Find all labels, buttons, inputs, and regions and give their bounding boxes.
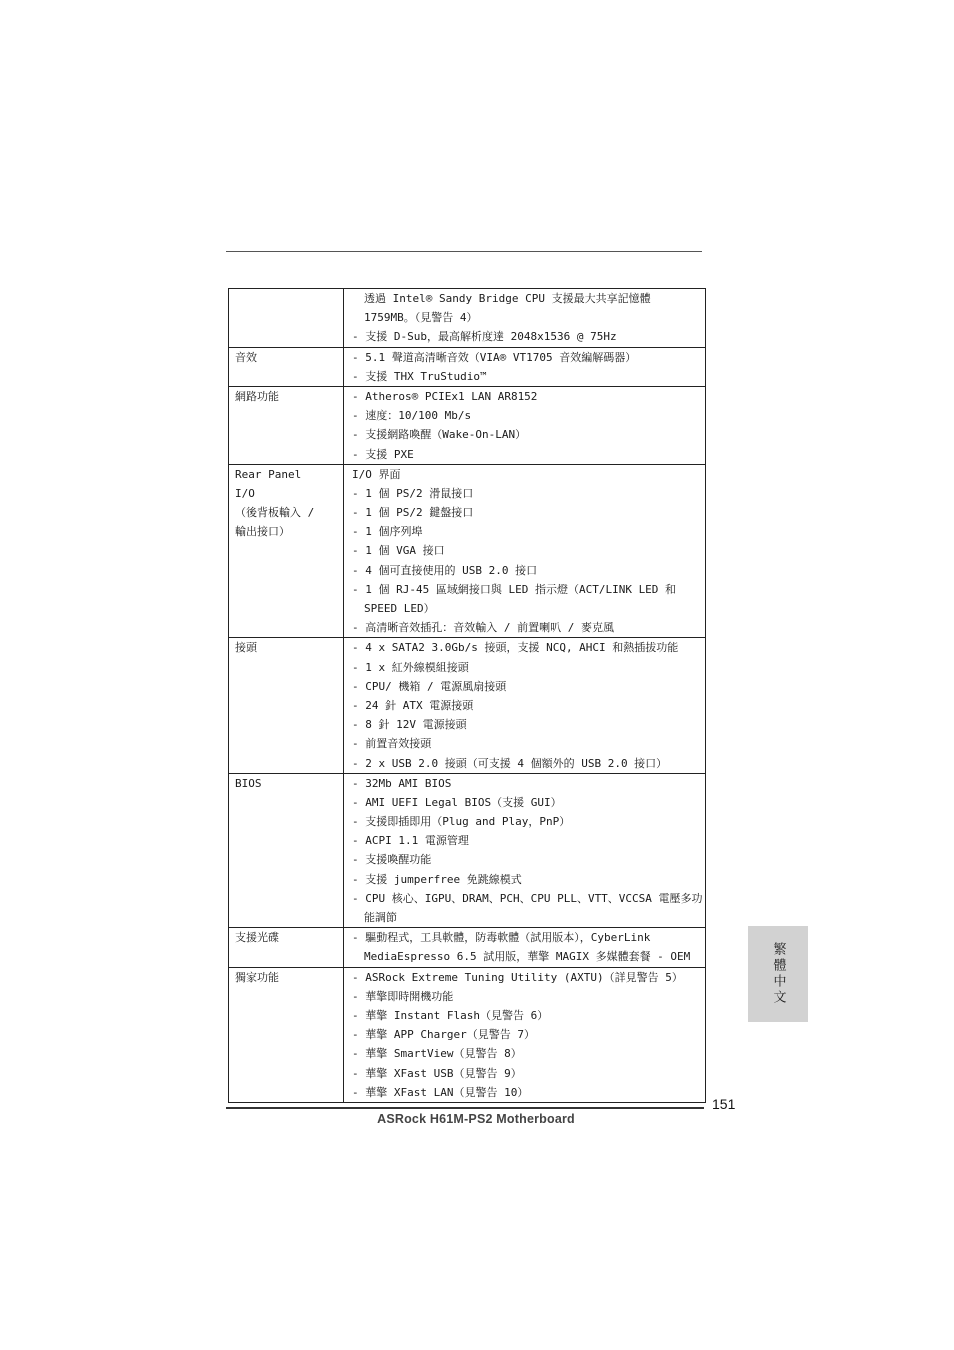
spec-label-cell (229, 464, 344, 638)
spec-line: - 速度：10/100 Mb/s (352, 409, 472, 423)
spec-label-cell (229, 967, 344, 1102)
spec-line: - 1 個 VGA 接口 (352, 544, 445, 558)
spec-line: - 驅動程式，工具軟體，防毒軟體（試用版本），CyberLink (352, 931, 651, 945)
header-rule (226, 251, 702, 252)
spec-content-cell (344, 638, 706, 773)
spec-line: - 前置音效接頭 (352, 737, 432, 751)
spec-line: - 1 x 紅外線模組接頭 (352, 660, 469, 674)
spec-row (229, 464, 706, 638)
spec-row (229, 773, 706, 928)
footer-rule (226, 1107, 704, 1109)
spec-line: I/O 界面 (352, 467, 401, 481)
spec-content-cell (344, 289, 706, 348)
spec-line: - ACPI 1.1 電源管理 (352, 834, 469, 848)
spec-line: - 支援 jumperfree 免跳線模式 (352, 872, 522, 886)
spec-line: - 華擎即時開機功能 (352, 989, 454, 1003)
spec-line: - 華擎 XFast USB（見警告 9） (352, 1066, 522, 1080)
spec-content-cell (344, 967, 706, 1102)
spec-table (228, 288, 706, 1103)
spec-line: - 華擎 XFast LAN（見警告 10） (352, 1085, 529, 1099)
spec-label: （後背板輸入 / (235, 506, 315, 520)
spec-line: - 4 x SATA2 3.0Gb/s 接頭，支援 NCQ, AHCI 和熱插拔功能 (352, 641, 679, 655)
spec-line: - 華擎 APP Charger（見警告 7） (352, 1028, 535, 1042)
spec-content-cell (344, 347, 706, 386)
spec-row (229, 928, 706, 967)
spec-line: - 8 針 12V 電源接頭 (352, 718, 467, 732)
spec-label: I/O (235, 486, 255, 500)
spec-label-cell (229, 386, 344, 464)
page-number: 151 (712, 1096, 736, 1112)
spec-content-cell (344, 773, 706, 928)
spec-content-cell (344, 386, 706, 464)
spec-line: 1759MB。（見警告 4） (364, 311, 478, 325)
spec-line: - 4 個可直接使用的 USB 2.0 接口 (352, 563, 538, 577)
spec-line: - 支援 PXE (352, 447, 414, 461)
language-tab (748, 926, 808, 1022)
spec-label: Rear Panel (235, 467, 302, 481)
spec-line: - CPU 核心、IGPU、DRAM、PCH、CPU PLL、VTT、VCCSA 電壓多功 (352, 891, 703, 905)
spec-line: - 1 個 PS/2 鍵盤接口 (352, 506, 474, 520)
spec-line: - 高清晰音效插孔：音效輸入 / 前置喇叭 / 麥克風 (352, 621, 614, 635)
spec-line: - ASRock Extreme Tuning Utility (AXTU)（詳見警告 5） (352, 970, 683, 984)
spec-line: MediaEspresso 6.5 試用版，華擎 MAGIX 多媒體套餐 - OEM (364, 950, 691, 964)
spec-content-cell (344, 928, 706, 967)
spec-line: 能調節 (364, 911, 397, 924)
spec-line: - 支援即插即用（Plug and Play，PnP） (352, 815, 571, 829)
spec-line: - 華擎 Instant Flash（見警告 6） (352, 1008, 549, 1022)
spec-label: BIOS (235, 776, 262, 790)
spec-line: 透過 Intel® Sandy Bridge CPU 支援最大共享記憶體 (364, 292, 651, 305)
spec-label: 獨家功能 (235, 970, 279, 984)
spec-label: 音效 (235, 350, 257, 364)
spec-line: - Atheros® PCIEx1 LAN AR8152 (352, 389, 538, 403)
spec-row (229, 347, 706, 386)
spec-line: - 支援喚醒功能 (352, 853, 432, 867)
spec-label: 網路功能 (235, 389, 279, 403)
spec-label-cell (229, 928, 344, 967)
spec-line: - 32Mb AMI BIOS (352, 776, 452, 790)
spec-line: - 24 針 ATX 電源接頭 (352, 698, 474, 712)
spec-label-cell (229, 638, 344, 773)
spec-content-cell (344, 464, 706, 638)
spec-row (229, 386, 706, 464)
spec-line: SPEED LED） (364, 602, 435, 615)
spec-line: - 1 個序列埠 (352, 525, 423, 539)
spec-line: - 1 個 PS/2 滑鼠接口 (352, 486, 474, 500)
spec-label: 接頭 (235, 641, 257, 655)
spec-row (229, 638, 706, 773)
spec-line: - 2 x USB 2.0 接頭（可支援 4 個額外的 USB 2.0 接口） (352, 756, 668, 770)
spec-line: - 5.1 聲道高清晰音效（VIA® VT1705 音效編解碼器） (352, 350, 637, 364)
spec-line: - 華擎 SmartView（見警告 8） (352, 1047, 522, 1061)
spec-row (229, 967, 706, 1102)
spec-line: - 支援網路喚醒（Wake-On-LAN） (352, 428, 527, 442)
spec-label: 支援光碟 (235, 931, 279, 945)
language-tab-label: 繁體中文 (770, 942, 786, 1006)
spec-line: - AMI UEFI Legal BIOS（支援 GUI） (352, 795, 562, 809)
spec-line: - 支援 THX TruStudio™ (352, 369, 487, 383)
spec-line: - 支援 D-Sub，最高解析度達 2048x1536 @ 75Hz (352, 330, 617, 344)
spec-label: 輸出接口） (235, 525, 290, 539)
spec-line: - 1 個 RJ-45 區域網接口與 LED 指示燈（ACT/LINK LED 和 (352, 582, 677, 596)
spec-line: - CPU/ 機箱 / 電源風扇接頭 (352, 679, 507, 693)
spec-label-cell (229, 289, 344, 348)
spec-label-cell (229, 773, 344, 928)
spec-label-cell (229, 347, 344, 386)
footer-title: ASRock H61M-PS2 Motherboard (377, 1112, 575, 1126)
spec-row (229, 289, 706, 348)
